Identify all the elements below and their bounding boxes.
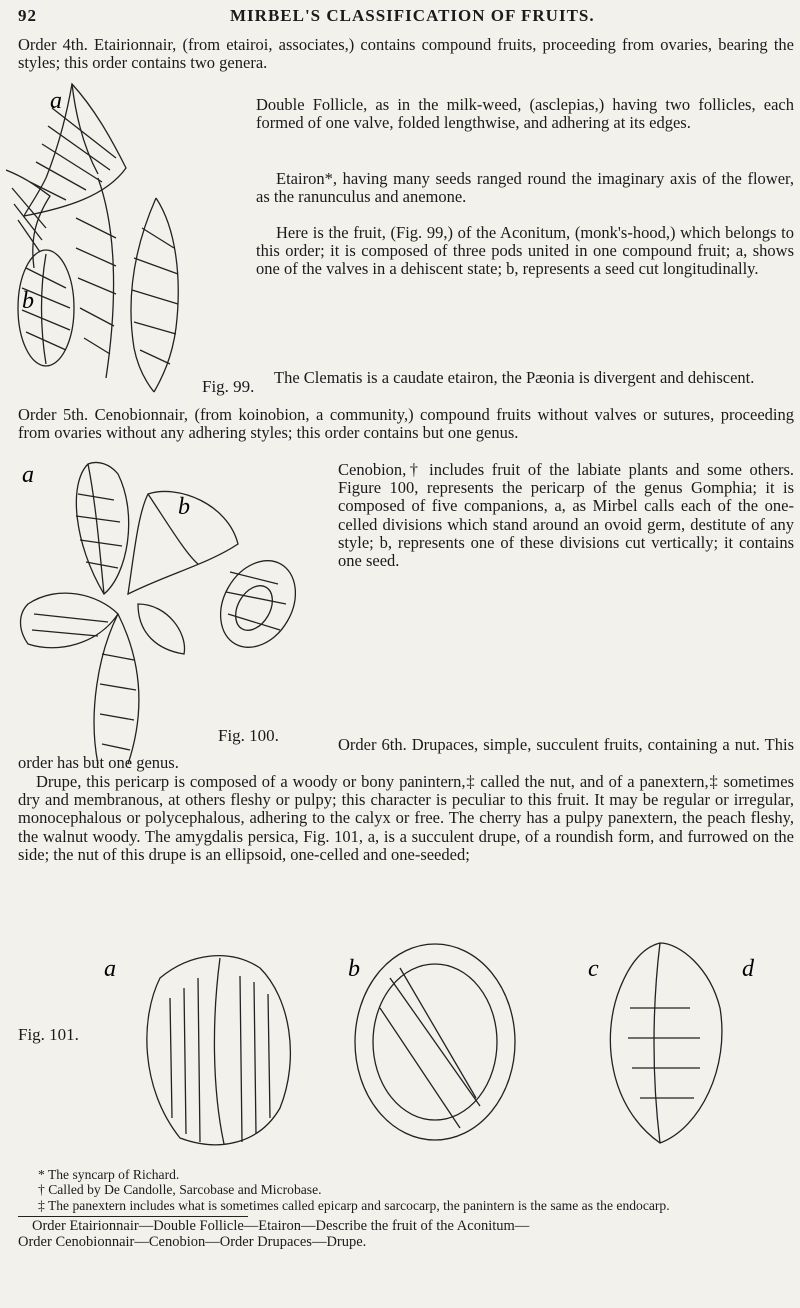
- fig100-label-b: b: [178, 494, 190, 520]
- fig101-label-d: d: [742, 956, 754, 982]
- fig99-caption: Fig. 99.: [202, 377, 255, 396]
- order5-paragraph: Order 5th. Cenobionnair, (from koinobion, a community,) compound fruits without valves or sutures, proceeding from ovaries without any adhering styles; this order contains but one genus.: [18, 405, 794, 443]
- double-follicle-paragraph: Double Follicle, as in the milk-weed, (asclepias,) having two follicles, each formed of one valve, folded lengthwise, and adhering at its edges.: [256, 95, 794, 133]
- footnote-rule: [18, 1216, 248, 1217]
- fig99-label-a: a: [50, 88, 62, 114]
- fig100-caption: Fig. 100.: [218, 726, 279, 745]
- order6-paragraph: Order 6th. Drupaces, simple, succulent fruits, containing a nut. This order has but one genus.: [18, 735, 794, 773]
- etairon-paragraph: Etairon*, having many seeds ranged round the imaginary axis of the flower, as the ranunculus and anemone.: [256, 169, 794, 207]
- peach-drupe-a: [147, 956, 291, 1145]
- page-number: 92: [18, 6, 37, 25]
- cenobion-paragraph: Cenobion,† includes fruit of the labiate plants and some others. Figure 100, represents the pericarp of the genus Gomphia; it is composed of five companions, a, as Mirbel calls each of the one-celled divisions which stand around an ovoid germ, destitute of any style; b, represents one of these divisions cut vertically; it contains one seed.: [338, 460, 794, 571]
- running-title: MIRBEL'S CLASSIFICATION OF FRUITS.: [230, 6, 595, 25]
- fig101-label-c: c: [588, 956, 599, 982]
- gomphia-division-b: [206, 547, 298, 661]
- figure-101-illustration: [100, 938, 780, 1158]
- fig101-caption: Fig. 101.: [18, 1025, 79, 1044]
- peach-section-c-d: [610, 943, 722, 1143]
- question-line-2: Order Cenobionnair—Cenobion—Order Drupaces—Drupe.: [18, 1233, 367, 1250]
- gomphia-pericarp-a: [21, 462, 239, 764]
- footnote-3: ‡ The panextern includes what is sometimes called epicarp and sarcocarp, the panintern is the same as the endocarp.: [38, 1197, 670, 1213]
- question-line-1: Order Etairionnair—Double Follicle—Etairon—Describe the fruit of the Aconitum—: [32, 1218, 530, 1235]
- drupe-paragraph: Drupe, this pericarp is composed of a woody or bony panintern,‡ called the nut, and of a panextern,‡ sometimes dry and membranous, at others fleshy or pulpy; this character is peculiar to this fruit. It may be regular or irregular, monocephalous or polycephalous, adhering to the calyx or free. The cherry has a pulpy panextern, the peach fleshy, the walnut woody. The amygdalis persica, Fig. 101, a, is a succulent drupe, of a roundish form, and furrowed on the side; the nut of this drupe is an ellipsoid, one-celled and one-seeded;: [18, 772, 794, 864]
- footnotes: [18, 1167, 794, 1250]
- aconitum-paragraph: Here is the fruit, (Fig. 99,) of the Aconitum, (monk's-hood,) which belongs to this order; it is composed of three pods united in one compound fruit; a, shows one of the valves in a dehiscent state; b, represents a seed cut longitudinally.: [256, 223, 794, 279]
- footnote-1: * The syncarp of Richard.: [38, 1167, 180, 1182]
- aconitum-pod-a: [6, 84, 126, 268]
- fig99-label-b: b: [22, 288, 34, 314]
- fig101-label-a: a: [104, 956, 116, 982]
- peach-nut-b: [355, 944, 515, 1140]
- clematis-paragraph: The Clematis is a caudate etairon, the Pæonia is divergent and dehiscent.: [274, 368, 755, 387]
- fig100-label-a: a: [22, 462, 34, 488]
- figure-99-illustration: [6, 78, 246, 398]
- order4-intro: Order 4th. Etairionnair, (from etairoi, associates,) contains compound fruits, proceeding from ovaries, bearing the styles; this order contains two genera.: [18, 35, 794, 73]
- fig101-label-b: b: [348, 956, 360, 982]
- footnote-2: † Called by De Candolle, Sarcobase and Microbase.: [38, 1182, 322, 1198]
